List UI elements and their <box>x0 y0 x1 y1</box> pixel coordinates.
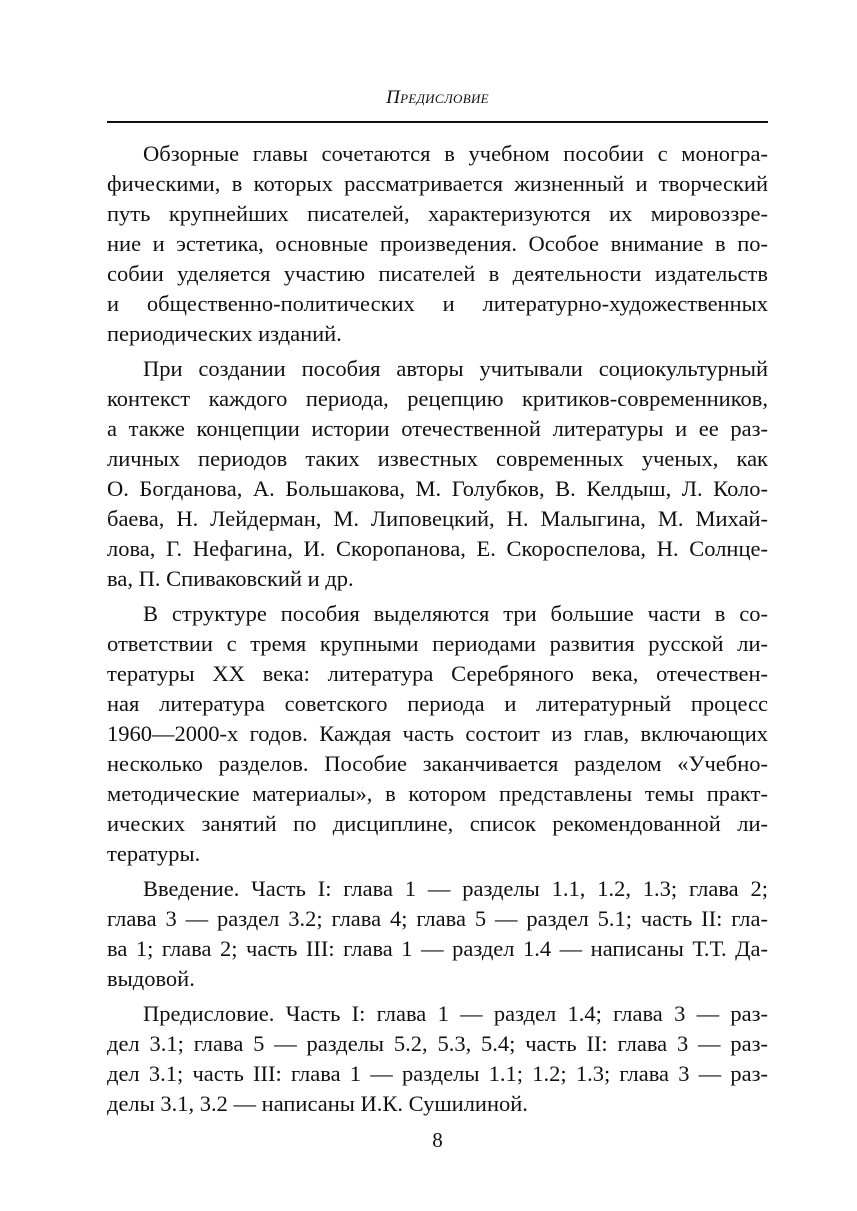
text-line: дел 3.1; часть III: глава 1 — разделы 1.1; 1.2; 1.3; глава 3 — раз- <box>107 1061 768 1086</box>
text-line: фическими, в которых рассматривается жизненный и творческий <box>107 171 768 196</box>
text-line: личных периодов таких известных современных ученых, как <box>107 446 768 471</box>
text-line: 1960—2000-х годов. Каждая часть состоит из глав, включающих <box>107 721 768 746</box>
running-header: Предисловие <box>386 87 489 108</box>
text-line: выдовой. <box>107 966 195 991</box>
text-line: Предисловие. Часть I: глава 1 — раздел 1.4; глава 3 — раз- <box>143 1001 768 1026</box>
text-line: и общественно-политических и литературно-художественных <box>107 291 768 316</box>
text-line: методические материалы», в котором представлены темы практ- <box>107 781 768 806</box>
text-line: тературы. <box>107 841 201 866</box>
text-line: лова, Г. Нефагина, И. Скоропанова, Е. Скороспелова, Н. Солнце- <box>107 536 768 561</box>
page-number: 8 <box>432 1128 443 1152</box>
text-line: ва, П. Спиваковский и др. <box>107 566 354 591</box>
text-line: ва 1; глава 2; часть III: глава 1 — раздел 1.4 — написаны Т.Т. Да- <box>107 936 768 961</box>
text-line: тературы XX века: литература Серебряного века, отечествен- <box>107 661 768 686</box>
text-line: несколько разделов. Пособие заканчивается разделом «Учебно- <box>107 751 768 776</box>
text-line: Обзорные главы сочетаются в учебном пособии с моногра- <box>143 141 768 166</box>
header-rule <box>107 121 768 123</box>
paragraph-2 <box>107 354 768 594</box>
paragraph-3 <box>107 599 768 869</box>
paragraph-4 <box>107 874 768 994</box>
text-line: ответствии с тремя крупными периодами развития русской ли- <box>107 631 768 656</box>
text-line: ная литература советского периода и литературный процесс <box>107 691 768 716</box>
text-line: путь крупнейших писателей, характеризуются их мировоззре- <box>107 201 768 226</box>
text-line: При создании пособия авторы учитывали социокультурный <box>143 356 768 381</box>
paragraph-5 <box>107 999 768 1119</box>
body-text <box>107 139 768 1119</box>
text-line: глава 3 — раздел 3.2; глава 4; глава 5 — раздел 5.1; часть II: гла- <box>107 906 768 931</box>
text-line: а также концепции истории отечественной литературы и ее раз- <box>107 416 768 441</box>
text-line: контекст каждого периода, рецепцию критиков-современников, <box>107 386 768 411</box>
text-line: дел 3.1; глава 5 — разделы 5.2, 5.3, 5.4; часть II: глава 3 — раз- <box>107 1031 768 1056</box>
text-line: периодических изданий. <box>107 321 342 346</box>
text-line: Введение. Часть I: глава 1 — разделы 1.1, 1.2, 1.3; глава 2; <box>143 876 768 901</box>
text-line: О. Богданова, А. Большакова, М. Голубков, В. Келдыш, Л. Коло- <box>107 476 768 501</box>
text-line: ических занятий по дисциплине, список рекомендованной ли- <box>107 811 768 836</box>
paragraph-1 <box>107 139 768 349</box>
text-line: собии уделяется участию писателей в деятельности издательств <box>107 261 768 286</box>
text-line: баева, Н. Лейдерман, М. Липовецкий, Н. Малыгина, М. Михай- <box>107 506 768 531</box>
text-line: В структуре пособия выделяются три большие части в со- <box>143 601 768 626</box>
text-line: ние и эстетика, основные произведения. Особое внимание в по- <box>107 231 768 256</box>
text-line: делы 3.1, 3.2 — написаны И.К. Сушилиной. <box>107 1091 528 1116</box>
